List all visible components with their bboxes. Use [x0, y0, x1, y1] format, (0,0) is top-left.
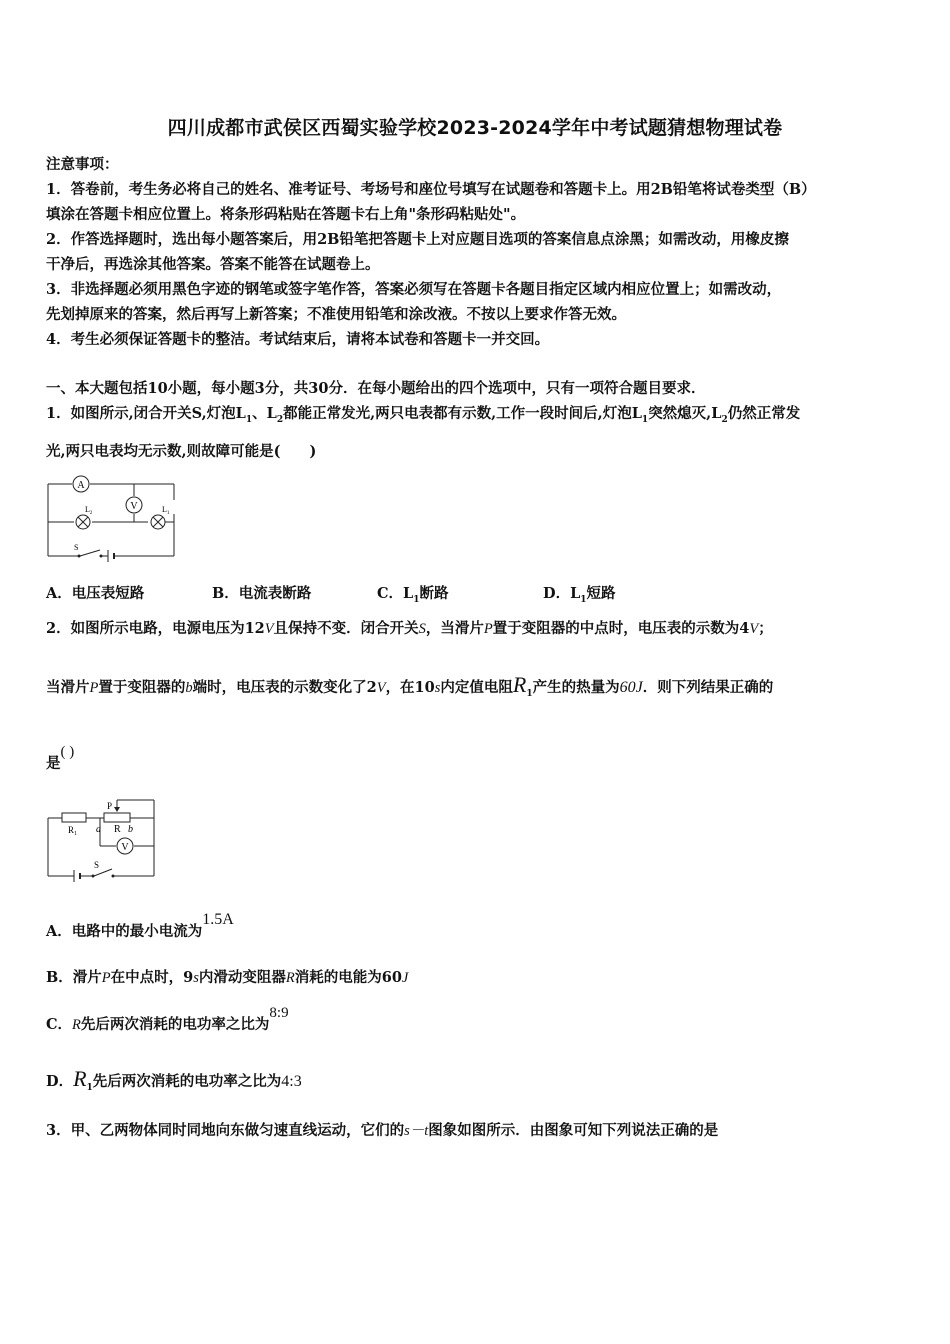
q2-circuit-figure: [44, 796, 164, 882]
q1-line-1: [46, 402, 800, 425]
rheostat-icon: [104, 813, 130, 822]
note-1b: 填涂在答题卡相应位置上。将条形码粘贴在答题卡右上角"条形码粘贴处"。: [46, 206, 526, 223]
q2-answer-paren: ( ): [60, 744, 75, 760]
q2-option-d-value: 4:3: [281, 1073, 302, 1090]
exam-title: 四川成都市武侯区西蜀实验学校2023-2024学年中考试题猜想物理试卷: [167, 117, 783, 139]
lamp-l1-label: $L_1$: [162, 505, 170, 516]
rheostat-r-label: R: [114, 824, 121, 835]
switch-label: S: [74, 543, 79, 552]
q1-option-a: A．电压表短路: [46, 585, 145, 602]
note-4: 4．考生必须保证答题卡的整洁。考试结束后，请将本试卷和答题卡一并交回。: [46, 331, 550, 348]
switch-label: S: [94, 860, 100, 870]
q1-text-d: 突然熄灭,L: [648, 405, 722, 422]
q1-text-e: 仍然正常发: [727, 405, 801, 422]
resistor-r1-icon: [62, 813, 86, 822]
q1-option-b: B．电流表断路: [212, 585, 312, 602]
q2-option-c-value: 8:9: [269, 1005, 289, 1021]
r1-label: $R_1$: [68, 825, 78, 837]
lamp-l2-label: $L_2$: [85, 505, 93, 516]
voltmeter-label: V: [121, 842, 129, 853]
q2-line-1: 2．如图所示电路，电源电压为12V且保持不变．闭合开关S，当滑片P置于变阻器的中点时，电压表的示数为4V；: [46, 620, 773, 637]
q1-sub-2: 2: [276, 414, 284, 425]
section-1-heading: 一、本大题包括10小题，每小题3分，共30分．在每小题给出的四个选项中，只有一项符合题目要求．: [46, 380, 706, 397]
notes-heading: 注意事项：: [46, 156, 119, 173]
q2-option-c: C．R先后两次消耗的电功率之比为8:9: [46, 1005, 289, 1033]
q1-line-2: 光,两只电表均无示数,则故障可能是( ): [46, 443, 317, 460]
q2-option-a-value: 1.5A: [202, 911, 234, 928]
switch-icon: [92, 869, 115, 878]
q2-heat-value: 60J: [619, 679, 643, 696]
note-1a: 1．答卷前，考生务必将自己的姓名、准考证号、考场号和座位号填写在试题卷和答题卡上。用2B铅笔将试卷类型（B）: [46, 181, 816, 198]
q1-sub-4: 2: [721, 414, 728, 425]
q1-text-a: 1．如图所示,闭合开关S,灯泡L: [46, 405, 246, 422]
lamp-l2-icon: [76, 515, 90, 529]
q2-line-3: 是( ): [46, 744, 75, 772]
end-a-label: a: [96, 824, 101, 835]
q3-line-1: 3．甲、乙两物体同时同地向东做匀速直线运动，它们的s－t图象如图所示．由图象可知下列说法正确的是: [46, 1122, 719, 1139]
slider-p-label: P: [107, 801, 113, 811]
q2-option-d: D．$R_1$先后两次消耗的电功率之比为4:3: [46, 1066, 302, 1093]
q1-circuit-figure: [44, 472, 179, 562]
note-2a: 2．作答选择题时，选出每小题答案后，用2B铅笔把答题卡上对应题目选项的答案信息点涂黑；如需改动，用橡皮擦: [46, 231, 789, 248]
battery-icon: [74, 870, 80, 882]
switch-icon: [78, 550, 103, 558]
lamp-l1-icon: [151, 515, 174, 529]
q1-sub-1: 1: [245, 414, 253, 425]
end-b-label: b: [128, 824, 133, 835]
q1-text-b: 、L: [252, 405, 277, 422]
ammeter-label: A: [77, 480, 85, 491]
q2-r1-symbol: R: [512, 672, 527, 697]
q1-option-d: D．$L_1$短路: [543, 585, 616, 605]
q2-option-b: B．滑片P在中点时，9s内滑动变阻器R消耗的电能为60J: [46, 969, 409, 986]
q2-option-a: A．电路中的最小电流为1.5A: [46, 911, 234, 940]
q1-sub-3: 1: [641, 414, 649, 425]
q1-text-c: 都能正常发光,两只电表都有示数,工作一段时间后,灯泡L: [283, 405, 642, 422]
note-3a: 3．非选择题必须用黑色字迹的钢笔或签字笔作答，答案必须写在答题卡各题目指定区域内相应位置上；如需改动，: [46, 281, 782, 298]
q1-option-c: C．$L_1$断路: [377, 585, 449, 605]
note-3b: 先划掉原来的答案，然后再写上新答案；不准使用铅笔和涂改液。不按以上要求作答无效。: [46, 306, 626, 323]
voltmeter-label: V: [130, 501, 138, 512]
slider-arrow-icon: [114, 807, 120, 812]
note-2b: 干净后，再选涂其他答案。答案不能答在试题卷上。: [46, 256, 380, 273]
battery-icon: [108, 550, 114, 562]
q2-line-2: 当滑片P置于变阻器的b端时，电压表的示数变化了2V，在10s内定值电阻$R_1$产生的热量为60J．则下列结果正确的: [46, 672, 774, 699]
